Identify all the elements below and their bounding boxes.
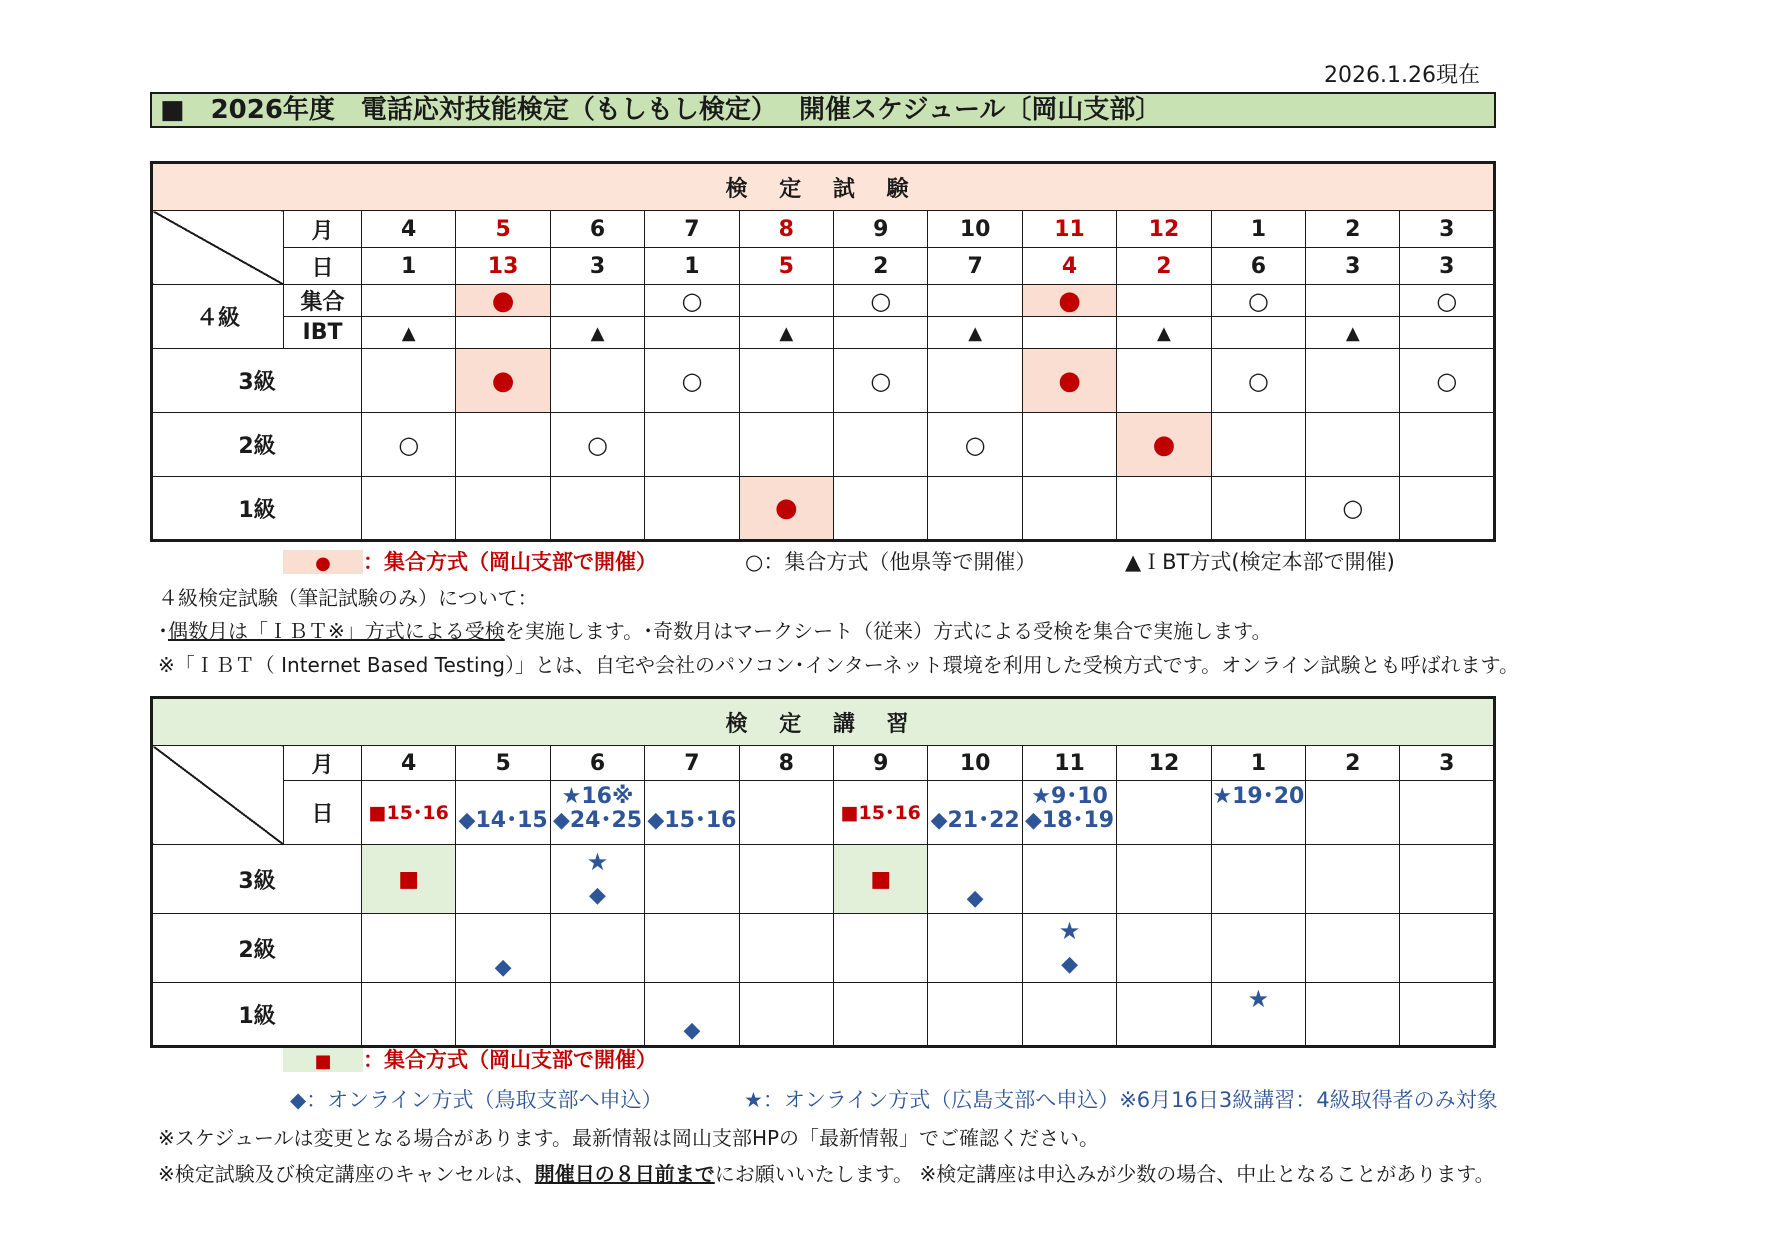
- lecture-cell: [1211, 845, 1305, 914]
- red-dot-icon: ●: [1058, 365, 1081, 396]
- triangle-icon: ▲: [590, 323, 605, 344]
- circle-icon: ○: [1342, 494, 1364, 522]
- red-dot-icon: ●: [315, 553, 331, 574]
- lecture-section-title: 検 定 講 習: [152, 698, 1495, 746]
- lecture-cell: [1400, 845, 1495, 914]
- schedule-cell: [928, 413, 1022, 477]
- lecture-date-cell: [1400, 781, 1495, 845]
- circle-icon: ○: [587, 430, 608, 459]
- footer-deadline: 開催日の８日前まで: [534, 1162, 715, 1186]
- grade1-row: [152, 477, 1495, 541]
- lecture-cell: [1211, 983, 1305, 1047]
- grade-label: 2級: [152, 914, 362, 983]
- schedule-cell: [1117, 477, 1211, 541]
- lecture-date-top: ★16※: [561, 784, 634, 809]
- schedule-cell: [739, 317, 833, 349]
- legend-group-other: ○：集合方式（他県等で開催）: [745, 550, 1037, 574]
- footer-note-post: にお願いいたします。 ※検定講座は申込みが少数の場合、中止となることがあります。: [714, 1162, 1495, 1186]
- lecture-date-cell: [834, 781, 928, 845]
- day-label: 日: [284, 781, 362, 845]
- schedule-cell: [834, 477, 928, 541]
- lecture-cell: [928, 845, 1022, 914]
- grade4-ibt-row: [152, 317, 1495, 349]
- schedule-cell: [739, 413, 833, 477]
- month-label: 月: [284, 211, 362, 248]
- lecture-cell: [1022, 845, 1116, 914]
- lecture-date-text: ■15･16: [368, 801, 449, 824]
- schedule-cell: [1117, 317, 1211, 349]
- circle-icon: ○: [870, 286, 892, 315]
- schedule-cell: [739, 349, 833, 413]
- schedule-cell: [1211, 349, 1305, 413]
- red-square-icon: ■: [314, 1051, 332, 1072]
- month-cell: 7: [645, 211, 739, 248]
- grade4-group-row: [152, 285, 1495, 317]
- schedule-cell: [1117, 285, 1211, 317]
- lecture-date-top: ★19･20: [1212, 784, 1305, 809]
- schedule-cell: [1022, 413, 1116, 477]
- lecture-date-text: ■15･16: [840, 801, 921, 824]
- month-cell: 1: [1211, 211, 1305, 248]
- sub-label-ibt: IBT: [284, 317, 362, 349]
- lecture-date-cell: [928, 781, 1022, 845]
- lecture-cell: [1117, 845, 1211, 914]
- red-dot-icon: ●: [774, 493, 798, 523]
- red-square-icon: ■: [870, 866, 892, 892]
- month-cell: 2: [1306, 211, 1400, 248]
- day-cell: 13: [456, 248, 550, 285]
- grade-label: 1級: [152, 983, 362, 1047]
- lecture-cell: [550, 914, 644, 983]
- blue-diamond-icon: ◆: [966, 886, 984, 911]
- day-cell: 3: [550, 248, 644, 285]
- lecture-cell: [928, 914, 1022, 983]
- month-cell: 3: [1400, 211, 1495, 248]
- month-cell: 9: [834, 746, 928, 781]
- lecture-cell: [456, 914, 550, 983]
- month-cell: 5: [456, 746, 550, 781]
- schedule-cell: [928, 477, 1022, 541]
- schedule-cell: [1211, 413, 1305, 477]
- lecture-cell: [739, 914, 833, 983]
- lecture-date-top: [456, 785, 549, 809]
- lecture-cell: [834, 914, 928, 983]
- grade-label: 1級: [152, 477, 362, 541]
- schedule-cell: [550, 349, 644, 413]
- schedule-cell: [362, 349, 456, 413]
- circle-icon: ○: [1436, 366, 1458, 395]
- month-cell: 4: [362, 746, 456, 781]
- schedule-cell: [928, 285, 1022, 317]
- lecture-date-cell: [550, 781, 644, 845]
- month-cell: 10: [928, 746, 1022, 781]
- blue-star-icon: ★: [586, 848, 609, 876]
- schedule-cell: [739, 477, 833, 541]
- lecture-date-cell: [645, 781, 739, 845]
- schedule-cell: [456, 413, 550, 477]
- schedule-cell: [1306, 349, 1400, 413]
- schedule-cell: [1306, 317, 1400, 349]
- lecture-date-cell: [1306, 781, 1400, 845]
- schedule-cell: [550, 317, 644, 349]
- day-cell: 7: [928, 248, 1022, 285]
- sub-label-group: 集合: [284, 285, 362, 317]
- lecture-day-row: [152, 781, 1495, 845]
- schedule-cell: [1400, 477, 1495, 541]
- schedule-cell: [1211, 285, 1305, 317]
- day-cell: 4: [1022, 248, 1116, 285]
- lecture-date-bottom: ◆24･25: [552, 808, 643, 833]
- schedule-cell: [1306, 413, 1400, 477]
- grade4-note-line1: [158, 615, 1272, 644]
- exam-month-row: [152, 211, 1495, 248]
- schedule-cell: [645, 413, 739, 477]
- page-title: ■ 2026年度 電話応対技能検定（もしもし検定） 開催スケジュール〔岡山支部〕: [150, 92, 1496, 128]
- lecture-date-cell: [739, 781, 833, 845]
- exam-schedule-table: [150, 161, 1496, 542]
- note-bullet: ･: [158, 619, 168, 643]
- day-cell: 6: [1211, 248, 1305, 285]
- day-cell: 3: [1400, 248, 1495, 285]
- month-cell: 5: [456, 211, 550, 248]
- schedule-cell: [456, 349, 550, 413]
- grade-label: ４級: [152, 285, 284, 349]
- schedule-cell: [550, 477, 644, 541]
- circle-icon: ○: [681, 366, 703, 395]
- schedule-cell: [456, 477, 550, 541]
- lecture-date-bottom: ◆14･15: [458, 808, 548, 833]
- blue-diamond-icon: ◆: [589, 883, 606, 908]
- ibt-note: ※「ＩＢＴ（ Internet Based Testing）」とは、自宅や会社のパソコン･インターネット環境を利用した受検方式です。オンライン試験とも呼ばれます。: [158, 653, 1519, 677]
- blue-diamond-icon: ◆: [494, 955, 512, 980]
- lecture-cell: [1211, 914, 1305, 983]
- triangle-icon: ▲: [779, 323, 794, 344]
- footer-note-1: ※スケジュールは変更となる場合があります。最新情報は岡山支部HPの「最新情報」でご確認ください。: [158, 1126, 1100, 1150]
- legend-ibt: ▲ＩBT方式(検定本部で開催): [1125, 550, 1395, 574]
- month-label: 月: [284, 746, 362, 781]
- grade-label: 3級: [152, 845, 362, 914]
- lecture-cell: [362, 914, 456, 983]
- exam-day-row: [152, 248, 1495, 285]
- month-cell: 3: [1400, 746, 1495, 781]
- red-dot-icon: ●: [1152, 429, 1176, 460]
- grade-label: 2級: [152, 413, 362, 477]
- lecture-month-row: [152, 746, 1495, 781]
- day-cell: 3: [1306, 248, 1400, 285]
- blue-diamond-icon: ◆: [683, 1018, 701, 1043]
- month-cell: 12: [1117, 211, 1211, 248]
- exam-legend: [283, 546, 657, 576]
- red-square-icon: ■: [398, 866, 420, 892]
- schedule-cell: [1400, 413, 1495, 477]
- day-cell: 2: [834, 248, 928, 285]
- month-cell: 2: [1306, 746, 1400, 781]
- circle-icon: ○: [1436, 286, 1458, 315]
- schedule-cell: [362, 317, 456, 349]
- lecture-cell: [1117, 983, 1211, 1047]
- lecture-cell: [550, 983, 644, 1047]
- corner-diagonal: [152, 211, 284, 285]
- schedule-cell: [1117, 349, 1211, 413]
- schedule-cell: [1306, 477, 1400, 541]
- footer-note-pre: ※検定試験及び検定講座のキャンセルは、: [158, 1162, 535, 1186]
- lecture-grade1-row: [152, 983, 1495, 1047]
- lecture-cell: [1306, 914, 1400, 983]
- month-cell: 8: [739, 211, 833, 248]
- as-of-date: 2026.1.26現在: [1324, 63, 1480, 88]
- triangle-icon: ▲: [401, 323, 416, 344]
- triangle-icon: ▲: [1157, 323, 1171, 344]
- lecture-cell: [834, 983, 928, 1047]
- circle-icon: ○: [1247, 286, 1269, 315]
- lecture-cell: [456, 845, 550, 914]
- schedule-cell: [550, 285, 644, 317]
- lecture-date-bottom: ◆18･19: [1024, 808, 1115, 833]
- day-label: 日: [284, 248, 362, 285]
- month-cell: 7: [645, 746, 739, 781]
- schedule-cell: [1022, 349, 1116, 413]
- blue-star-icon: ★: [1247, 985, 1270, 1013]
- schedule-cell: [834, 317, 928, 349]
- lecture-cell: [645, 845, 739, 914]
- schedule-cell: [550, 413, 644, 477]
- grade2-row: [152, 413, 1495, 477]
- circle-icon: ○: [681, 286, 703, 315]
- note-rest: を実施します。･奇数月はマークシート（従来）方式による受検を集合で実施します。: [504, 619, 1272, 643]
- red-dot-icon: ●: [491, 365, 515, 396]
- lecture-grade2-row: [152, 914, 1495, 983]
- lecture-cell: [645, 983, 739, 1047]
- schedule-cell: [1400, 349, 1495, 413]
- lecture-date-bottom: ◆15･16: [647, 808, 737, 833]
- lecture-cell: [456, 983, 550, 1047]
- circle-icon: ○: [398, 430, 420, 459]
- blue-star-icon: ★: [1058, 917, 1081, 945]
- lecture-date-top: ★9･10: [1031, 784, 1108, 809]
- schedule-cell: [928, 349, 1022, 413]
- lecture-cell: [362, 983, 456, 1047]
- lecture-cell: [1022, 983, 1116, 1047]
- month-cell: 6: [550, 746, 644, 781]
- lecture-legend: [283, 1044, 657, 1074]
- lecture-grade3-row: [152, 845, 1495, 914]
- exam-section-title: 検 定 試 験: [152, 163, 1495, 211]
- schedule-cell: [834, 349, 928, 413]
- lecture-date-cell: [1117, 781, 1211, 845]
- schedule-cell: [362, 285, 456, 317]
- corner-diagonal: [152, 746, 284, 845]
- note-underlined: 偶数月は「ＩＢＴ※」方式による受検: [168, 619, 505, 643]
- lecture-schedule-table: [150, 696, 1496, 1048]
- lecture-cell: [1306, 845, 1400, 914]
- lecture-date-cell: [1022, 781, 1116, 845]
- month-cell: 11: [1022, 211, 1116, 248]
- schedule-cell: [1211, 477, 1305, 541]
- circle-icon: ○: [964, 430, 986, 459]
- schedule-cell: [1022, 285, 1116, 317]
- schedule-cell: [1306, 285, 1400, 317]
- schedule-cell: [834, 285, 928, 317]
- lecture-cell: [645, 914, 739, 983]
- lecture-cell: [1400, 914, 1495, 983]
- lecture-cell: [1022, 914, 1116, 983]
- lecture-cell: [550, 845, 644, 914]
- day-cell: 1: [645, 248, 739, 285]
- grade3-row: [152, 349, 1495, 413]
- schedule-cell: [645, 349, 739, 413]
- lecture-cell: [928, 983, 1022, 1047]
- triangle-icon: ▲: [968, 323, 983, 344]
- legend-lecture-tottori: ◆：オンライン方式（鳥取支部へ申込）: [290, 1088, 663, 1112]
- legend-group-okayama: ：集合方式（岡山支部で開催）: [363, 550, 657, 574]
- grade4-note-heading: ４級検定試験（筆記試験のみ）について：: [158, 586, 538, 610]
- lecture-cell: [1400, 983, 1495, 1047]
- schedule-cell: [1211, 317, 1305, 349]
- month-cell: 9: [834, 211, 928, 248]
- schedule-cell: [834, 413, 928, 477]
- lecture-date-cell: [456, 781, 550, 845]
- day-cell: 1: [362, 248, 456, 285]
- month-cell: 1: [1211, 746, 1305, 781]
- schedule-cell: [362, 477, 456, 541]
- blue-diamond-icon: ◆: [1061, 952, 1078, 977]
- schedule-cell: [645, 317, 739, 349]
- schedule-cell: [1117, 413, 1211, 477]
- schedule-cell: [362, 413, 456, 477]
- lecture-cell: [1306, 983, 1400, 1047]
- lecture-cell: [362, 845, 456, 914]
- lecture-cell: [739, 983, 833, 1047]
- day-cell: 2: [1117, 248, 1211, 285]
- footer-note-2: [158, 1158, 1495, 1187]
- month-cell: 11: [1022, 746, 1116, 781]
- legend-lecture-okayama: ：集合方式（岡山支部で開催）: [363, 1048, 657, 1072]
- grade-label: 3級: [152, 349, 362, 413]
- schedule-cell: [645, 285, 739, 317]
- schedule-cell: [1400, 285, 1495, 317]
- schedule-cell: [1022, 317, 1116, 349]
- month-cell: 8: [739, 746, 833, 781]
- schedule-cell: [928, 317, 1022, 349]
- schedule-cell: [456, 285, 550, 317]
- red-dot-icon: ●: [1058, 285, 1081, 316]
- month-cell: 10: [928, 211, 1022, 248]
- lecture-cell: [834, 845, 928, 914]
- lecture-date-cell: [362, 781, 456, 845]
- month-cell: 4: [362, 211, 456, 248]
- lecture-date-top: [928, 785, 1021, 809]
- circle-icon: ○: [870, 366, 892, 395]
- legend-lecture-hiroshima: ★：オンライン方式（広島支部へ申込）※6月16日3級講習：4級取得者のみ対象: [744, 1088, 1498, 1112]
- schedule-cell: [1022, 477, 1116, 541]
- schedule-cell: [739, 285, 833, 317]
- red-dot-icon: ●: [491, 285, 515, 316]
- lecture-date-bottom: ◆21･22: [930, 808, 1020, 833]
- month-cell: 12: [1117, 746, 1211, 781]
- lecture-cell: [1117, 914, 1211, 983]
- schedule-cell: [1400, 317, 1495, 349]
- schedule-cell: [456, 317, 550, 349]
- lecture-cell: [739, 845, 833, 914]
- lecture-date-cell: [1211, 781, 1305, 845]
- schedule-cell: [645, 477, 739, 541]
- day-cell: 5: [739, 248, 833, 285]
- circle-icon: ○: [1247, 366, 1269, 395]
- month-cell: 6: [550, 211, 644, 248]
- lecture-date-top: [645, 785, 738, 809]
- triangle-icon: ▲: [1345, 323, 1360, 344]
